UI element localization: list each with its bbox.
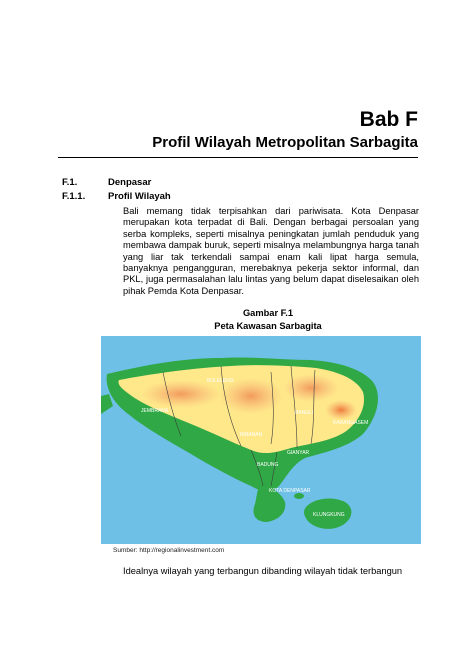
section-number: F.1. bbox=[62, 177, 78, 188]
bali-map-image bbox=[101, 336, 421, 544]
map-label-jembrana: JEMBRANA bbox=[141, 408, 169, 414]
map-label-klungkung: KLUNGKUNG bbox=[313, 512, 345, 518]
map-figure bbox=[101, 336, 421, 544]
highland-west bbox=[141, 380, 221, 408]
map-label-badung: BADUNG bbox=[257, 462, 279, 468]
map-label-gianyar: GIANYAR bbox=[287, 450, 310, 456]
body-paragraph: Bali memang tidak terpisahkan dari pariwisata. Kota Denpasar merupakan kota terpadat di Bali. Dengan berbagai persoalan yang serba kompleks, seperti misalnya peningkatan jumlah penduduk yang membawa dampak buruk, seperti misalnya melambungnya harga tanah yang liar tak terkendali sampai enam kali lipat harga semula, banyaknya pengangguran, merebaknya pekerja sektor informal, dan PKL, juga permasalahan lalu lintas yang belum dapat diselesaikan oleh pihak Pemda Kota Denpasar. bbox=[123, 206, 419, 296]
highland-batur bbox=[283, 374, 339, 402]
section-title: Denpasar bbox=[108, 177, 152, 188]
map-label-tabanan: TABANAN bbox=[239, 432, 263, 438]
section-title: Profil Wilayah bbox=[108, 191, 171, 202]
figure-label: Gambar F.1 bbox=[242, 308, 294, 318]
map-label-karangasem: KARANGASEM bbox=[333, 420, 369, 426]
highland-agung bbox=[325, 400, 357, 420]
body-paragraph-continued: Idealnya wilayah yang terbangun dibanding wilayah tidak terbangun bbox=[123, 566, 403, 576]
figure-title: Peta Kawasan Sarbagita bbox=[214, 321, 322, 331]
chapter-title: Profil Wilayah Metropolitan Sarbagita bbox=[152, 134, 418, 151]
section-number: F.1.1. bbox=[62, 191, 86, 202]
figure-source: Sumber: http://regionalinvestment.com bbox=[113, 547, 225, 554]
chapter-number: Bab F bbox=[359, 108, 418, 131]
map-label-bangli: BANGLI bbox=[295, 410, 314, 416]
map-label-buleleng: BULELENG bbox=[207, 378, 234, 384]
title-divider bbox=[58, 157, 418, 158]
map-label-kota-denpasar: KOTA DENPASAR bbox=[269, 488, 311, 494]
